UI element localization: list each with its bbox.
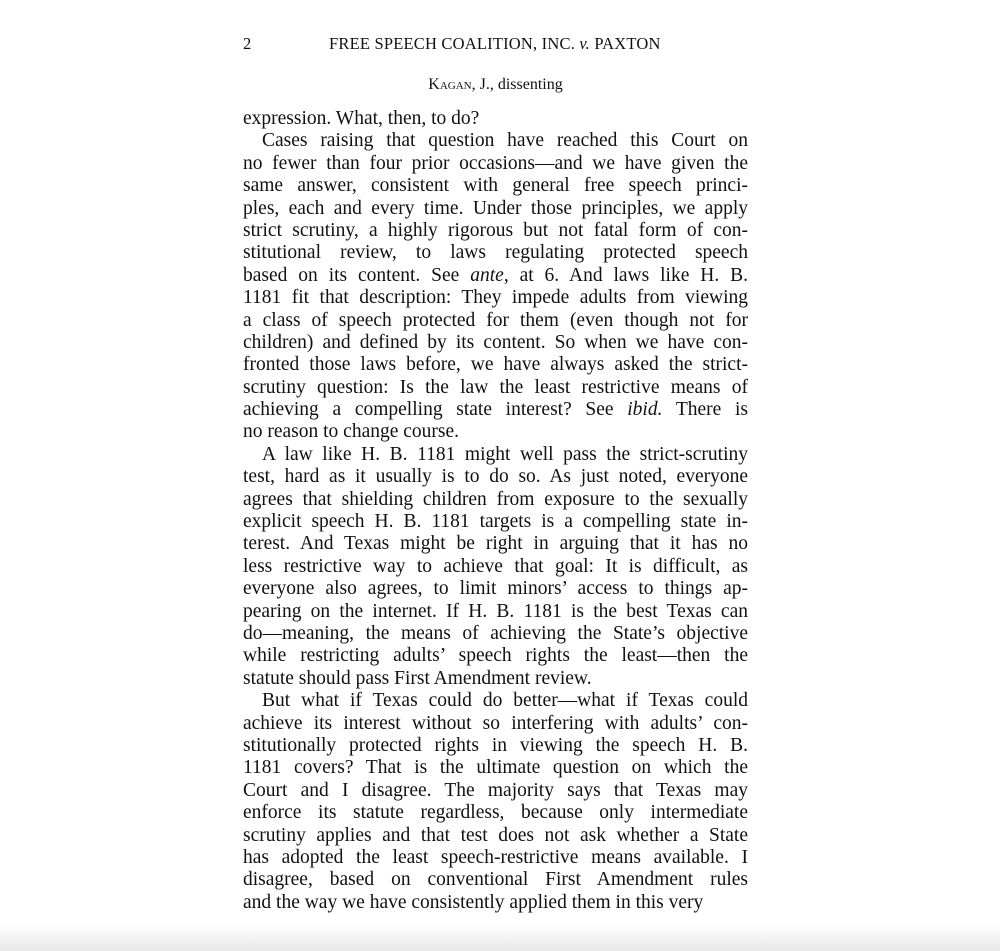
line-text: scrutiny applies and that test does not ask whether a State bbox=[243, 824, 748, 846]
text-line bbox=[243, 444, 748, 466]
text-line bbox=[243, 623, 748, 645]
line-text: stitutional review, to laws regulating protected speech bbox=[243, 242, 748, 264]
line-text: enforce its statute regardless, because only intermediate bbox=[243, 802, 748, 824]
line-text: disagree, based on conventional First Amendment rules bbox=[243, 869, 748, 891]
line-text: expression. What, then, to do? bbox=[243, 108, 480, 129]
case-title-versus: v. bbox=[579, 34, 590, 53]
line-text: everyone also agrees, to limit minors’ access to things ap- bbox=[243, 578, 748, 600]
citation-signal: ibid. bbox=[627, 399, 663, 421]
text-line bbox=[243, 421, 748, 443]
text-line bbox=[243, 668, 748, 690]
text-line bbox=[243, 220, 748, 242]
text-line bbox=[243, 242, 748, 264]
text-line bbox=[243, 130, 748, 152]
text-line bbox=[243, 377, 748, 399]
line-text: Cases raising that question have reached this Court on bbox=[262, 130, 748, 152]
line-text: while restricting adults’ speech rights the least—then the bbox=[243, 645, 748, 667]
line-text: Court and I disagree. The majority says that Texas may bbox=[243, 779, 748, 801]
line-text: achieve its interest without so interfering with adults’ con- bbox=[243, 712, 748, 734]
text-line bbox=[243, 802, 748, 824]
case-title-parties: FREE SPEECH COALITION, INC. bbox=[329, 34, 576, 53]
line-text: a class of speech protected for them (even though not for bbox=[243, 309, 748, 331]
line-text: no fewer than four prior occasions—and we have given the bbox=[243, 152, 748, 174]
line-text: fronted those laws before, we have always asked the strict- bbox=[243, 354, 748, 376]
line-text: do—meaning, the means of achieving the State’s objective bbox=[243, 622, 748, 644]
text-line bbox=[243, 175, 748, 197]
text-line bbox=[243, 511, 748, 533]
opinion-body bbox=[243, 108, 748, 914]
line-text: 1181 fit that description: They impede adults from viewing bbox=[243, 287, 748, 309]
page-number: 2 bbox=[243, 34, 252, 53]
line-text: pearing on the internet. If H. B. 1181 is the best Texas can bbox=[243, 600, 748, 622]
text-line bbox=[243, 287, 748, 309]
line-text: and the way we have consistently applied them in this very bbox=[243, 891, 704, 913]
citation-signal: ante bbox=[470, 264, 504, 286]
text-line bbox=[243, 489, 748, 511]
line-text: test, hard as it usually is to do so. As just noted, everyone bbox=[243, 466, 748, 488]
line-text: ples, each and every time. Under those principles, we apply bbox=[243, 197, 748, 219]
opinion-type: , J., dissenting bbox=[471, 76, 563, 93]
line-text: explicit speech H. B. 1181 targets is a compelling state in- bbox=[243, 511, 748, 533]
text-line bbox=[243, 556, 748, 578]
line-text: children) and defined by its content. So when we have con- bbox=[243, 331, 748, 353]
line-text: based on its content. See bbox=[243, 264, 471, 286]
line-text: no reason to change course. bbox=[243, 421, 460, 443]
line-text: same answer, consistent with general free speech princi- bbox=[243, 175, 748, 197]
text-line bbox=[243, 757, 748, 779]
line-text-continued: There is bbox=[662, 399, 748, 421]
text-line bbox=[243, 466, 748, 488]
line-text: has adopted the least speech-restrictive means available. I bbox=[243, 846, 748, 868]
text-line bbox=[243, 533, 748, 555]
text-line bbox=[243, 332, 748, 354]
line-text: stitutionally protected rights in viewing the speech H. B. bbox=[243, 734, 748, 756]
text-line bbox=[243, 780, 748, 802]
text-line bbox=[243, 578, 748, 600]
text-line bbox=[243, 735, 748, 757]
bottom-edge-shadow bbox=[0, 923, 1000, 951]
line-text: less restrictive way to achieve that goal: It is difficult, as bbox=[243, 555, 748, 577]
line-text: statute should pass First Amendment review. bbox=[243, 667, 592, 689]
line-text: scrutiny question: Is the law the least restrictive means of bbox=[243, 376, 748, 398]
line-text: 1181 covers? That is the ultimate question on which the bbox=[243, 757, 748, 779]
text-line bbox=[243, 399, 748, 421]
text-line bbox=[243, 892, 748, 914]
text-line bbox=[243, 713, 748, 735]
text-line bbox=[243, 645, 748, 667]
line-text: achieving a compelling state interest? See bbox=[243, 399, 628, 421]
text-line bbox=[243, 847, 748, 869]
text-line bbox=[243, 198, 748, 220]
line-text-continued: , at 6. And laws like H. B. bbox=[503, 264, 748, 286]
running-head bbox=[243, 34, 748, 58]
text-line bbox=[243, 690, 748, 712]
text-line bbox=[243, 869, 748, 891]
line-text: strict scrutiny, a highly rigorous but not fatal form of con- bbox=[243, 219, 748, 241]
line-text: agrees that shielding children from exposure to the sexually bbox=[243, 488, 748, 510]
line-text: terest. And Texas might be right in arguing that it has no bbox=[243, 533, 748, 555]
case-title-respondent: PAXTON bbox=[594, 34, 661, 53]
opinion-author-line bbox=[243, 76, 748, 94]
text-line bbox=[243, 354, 748, 376]
line-text: A law like H. B. 1181 might well pass the strict-scrutiny bbox=[262, 443, 748, 465]
case-title bbox=[329, 34, 661, 54]
text-line bbox=[243, 153, 748, 175]
text-line bbox=[243, 108, 748, 130]
text-line bbox=[243, 601, 748, 623]
justice-name: Kagan bbox=[428, 76, 472, 93]
line-text: But what if Texas could do better—what if Texas could bbox=[262, 690, 748, 712]
text-line bbox=[243, 825, 748, 847]
text-line bbox=[243, 310, 748, 332]
text-line bbox=[243, 265, 748, 287]
